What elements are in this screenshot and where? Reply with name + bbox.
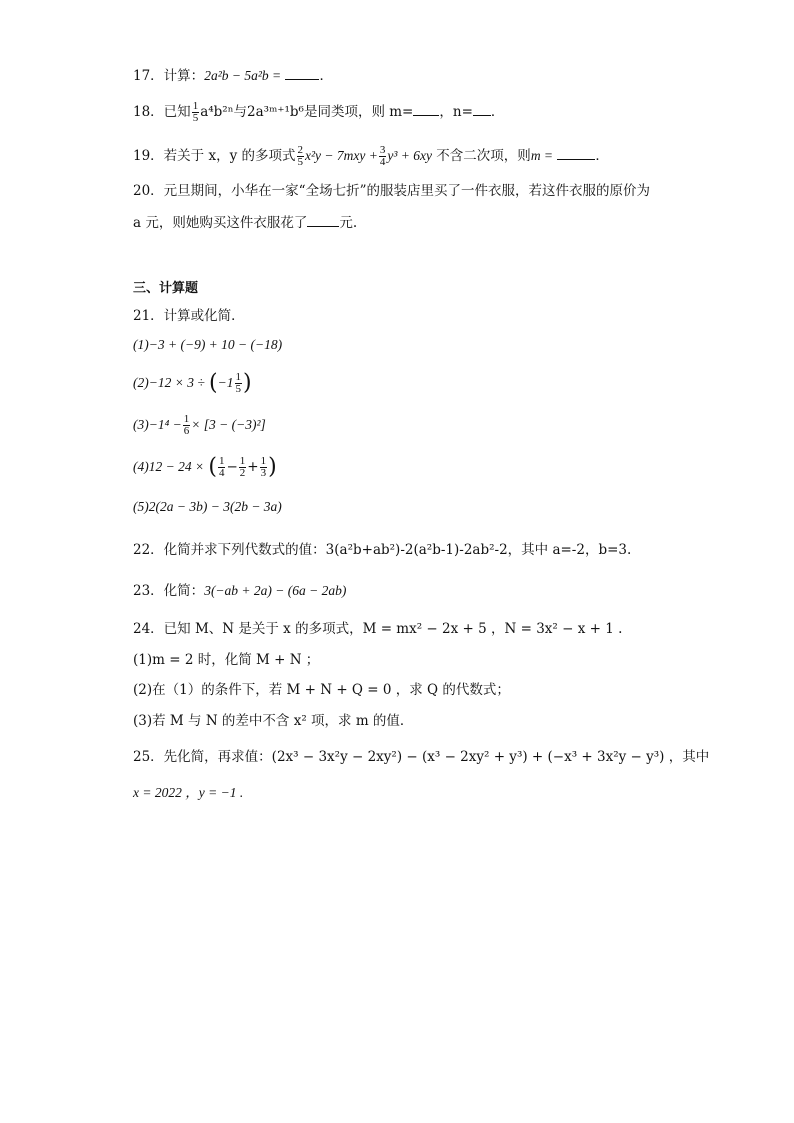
q18-mid: 与 bbox=[233, 104, 248, 120]
q18-label: 18．已知 bbox=[133, 104, 191, 120]
q21-p4-fraction-a: $\frac{1}{4}$ bbox=[218, 455, 225, 479]
q20-unit: 元. bbox=[339, 215, 358, 231]
q18-tail: 是同类项，则 m= bbox=[303, 104, 414, 120]
question-24-line1: 24．已知 M、N 是关于 x 的多项式，M = mx² − 2x + 5 ，N = 3x² − x + 1 . bbox=[133, 621, 623, 637]
q20-text: a 元，则她购买这件衣服花了 bbox=[133, 215, 308, 231]
q23-label: 23．化简： bbox=[133, 583, 205, 599]
question-18 bbox=[133, 101, 504, 124]
q21-p4-fraction-b: $\frac{1}{2}$ bbox=[239, 455, 246, 479]
q21-p3-fraction: $\frac{1}{6}$ bbox=[183, 413, 190, 437]
question-19 bbox=[133, 145, 609, 168]
q17-label: 17．计算： bbox=[133, 68, 205, 84]
q18-term2: 2a³ᵐ⁺¹b⁶ bbox=[247, 104, 304, 120]
q18-end: ． bbox=[490, 104, 505, 120]
q21-part-4: (4)12 − 24 × ( $\frac{1}{4}$ − $\frac{1}{2}$ + $\frac{1}{3}$ ) bbox=[133, 454, 277, 480]
q19-label: 19．若关于 x，y 的多项式 bbox=[133, 148, 296, 164]
question-25-line1: 25．先化简，再求值：(2x³ − 3x²y − 2xy²) − (x³ − 2xy² + y³) + (−x³ + 3x²y − y³) ，其中 bbox=[133, 749, 710, 765]
q17-answer-blank bbox=[285, 67, 319, 80]
q18-term1: a⁴b²ⁿ bbox=[200, 104, 234, 120]
q18-blank-m bbox=[413, 103, 439, 116]
q19-fraction-1: $\frac{2}{5}$ bbox=[297, 144, 304, 168]
q21-part-1: (1)−3 + (−9) + 10 − (−18) bbox=[133, 337, 283, 352]
q21-part-2: (2)−12 × 3 ÷ (−1 $\frac{1}{5}$ ) bbox=[133, 370, 252, 396]
q24-part-1: (1)m = 2 时，化简 M + N ； bbox=[133, 652, 320, 668]
q21-p4-pre: (4)12 − 24 × bbox=[133, 459, 205, 474]
q19-var: m = bbox=[530, 148, 554, 163]
question-25-line2: x = 2022 ，y = −1 . bbox=[133, 785, 244, 800]
q21-p3-post: × [3 − (−3)²] bbox=[191, 417, 266, 432]
q21-p4-op2: + bbox=[247, 459, 259, 475]
q19-part1: x²y − 7mxy + bbox=[305, 148, 378, 163]
q19-answer-blank bbox=[557, 147, 595, 160]
q21-p2-pre: (2)−12 × 3 ÷ bbox=[133, 375, 205, 390]
question-23 bbox=[133, 581, 346, 601]
q17-expression: 2a²b − 5a²b = bbox=[204, 68, 282, 83]
q19-fraction-2: $\frac{3}{4}$ bbox=[379, 144, 386, 168]
question-22: 22．化简并求下列代数式的值：3(a²b+ab²)-2(a²b-1)-2ab²-2，其中 a=-2，b=3. bbox=[133, 542, 632, 558]
q24-part-2: (2)在（1）的条件下，若 M + N + Q = 0 ，求 Q 的代数式； bbox=[133, 682, 510, 698]
question-20-line1: 20．元旦期间，小华在一家“全场七折”的服装店里买了一件衣服，若这件衣服的原价为 bbox=[133, 183, 650, 199]
q21-p3-pre: (3)−1⁴ − bbox=[133, 417, 182, 432]
question-17: 17．计算：2a²b − 5a²b = ． bbox=[133, 68, 333, 84]
question-20-line2 bbox=[133, 213, 357, 233]
q19-part2: y³ + 6xy bbox=[387, 148, 433, 163]
q21-p4-op1: − bbox=[226, 459, 238, 475]
q23-expression: 3(−ab + 2a) − (6a − 2ab) bbox=[204, 583, 347, 598]
q18-sep: ，n= bbox=[439, 104, 473, 120]
question-21-label: 21．计算或化简． bbox=[133, 308, 245, 324]
q21-p2-fraction: $\frac{1}{5}$ bbox=[235, 371, 242, 395]
q20-answer-blank bbox=[307, 214, 339, 227]
q19-tail: 不含二次项，则 bbox=[432, 148, 531, 164]
q21-part-5: (5)2(2a − 3b) − 3(2b − 3a) bbox=[133, 499, 282, 514]
q21-p2-int: −1 bbox=[217, 375, 234, 390]
q18-fraction: $\frac{1}{5}$ bbox=[192, 100, 199, 124]
q24-part-3: (3)若 M 与 N 的差中不含 x² 项，求 m 的值． bbox=[133, 713, 414, 729]
q21-part-3 bbox=[133, 414, 266, 437]
q18-blank-n bbox=[473, 103, 491, 116]
section-title: 三、计算题 bbox=[133, 281, 199, 296]
q21-p4-fraction-c: $\frac{1}{3}$ bbox=[260, 455, 267, 479]
q19-end: ． bbox=[595, 148, 609, 164]
